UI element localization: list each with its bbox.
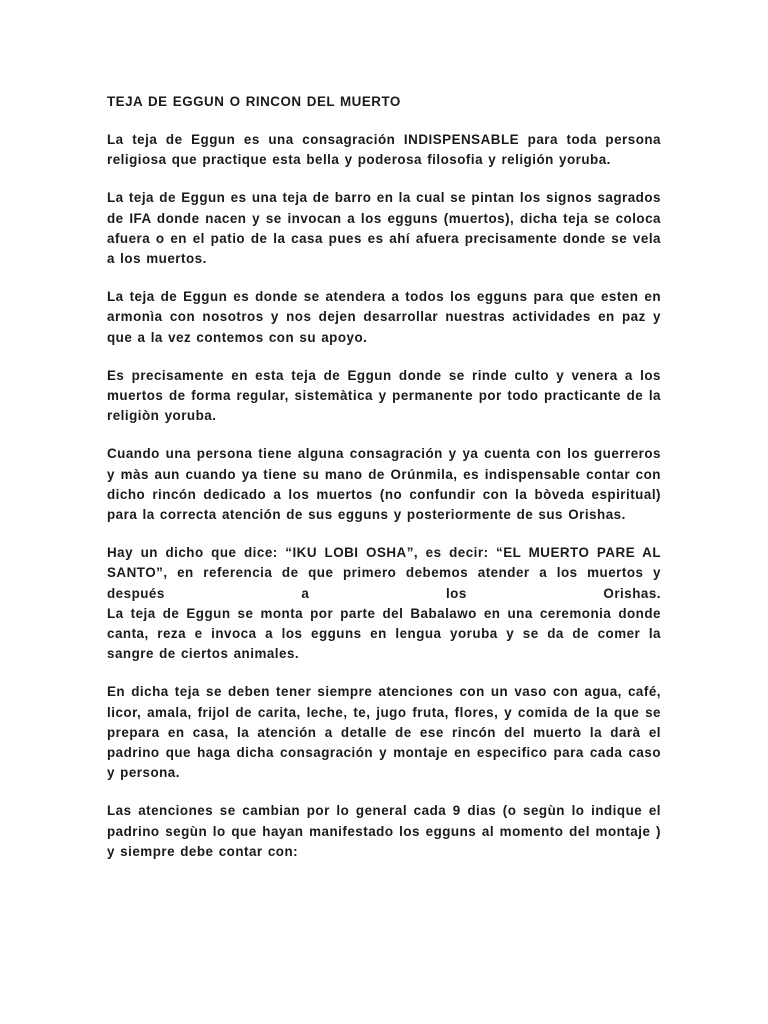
document-title: TEJA DE EGGUN O RINCON DEL MUERTO — [107, 94, 401, 109]
paragraph-5: Cuando una persona tiene alguna consagración y ya cuenta con los guerreros y màs aun cuando ya tiene su mano de Orúnmila, es indispensable contar con dicho rincón dedicado a los muertos (no confundir con la bòveda espiritual) para la correcta atención de sus egguns y posteriormente de sus Orishas. — [107, 446, 661, 523]
paragraph-6 — [107, 543, 661, 664]
paragraph-4: Es precisamente en esta teja de Eggun donde se rinde culto y venera a los muertos de forma regular, sistemàtica y permanente por todo practicante de la religiòn yoruba. — [107, 367, 661, 424]
paragraph-8: Las atenciones se cambian por lo general cada 9 dias (o segùn lo indique el padrino segùn lo que hayan manifestado los egguns al momento del montaje ) y siempre debe contar con: — [107, 803, 661, 859]
paragraph-2: La teja de Eggun es una teja de barro en la cual se pintan los signos sagrados de IFA donde nacen y se invocan a los egguns (muertos), dicha teja se coloca afuera o en el patio de la casa pues es ahí afuera precisamente donde se vela a los muertos. — [107, 190, 661, 267]
paragraph-6-part-b: La teja de Eggun se monta por parte del Babalawo en una ceremonia donde canta, reza e invoca a los egguns en lengua yoruba y se da de comer la sangre de ciertos animales. — [107, 605, 661, 662]
document-body — [107, 92, 661, 880]
paragraph-3: La teja de Eggun es donde se atendera a todos los egguns para que esten en armonìa con nosotros y nos dejen desarrollar nuestras actividades en paz y que a la vez contemos con su apoyo. — [107, 289, 661, 345]
paragraph-7: En dicha teja se deben tener siempre atenciones con un vaso con agua, café, licor, amala, frijol de carita, leche, te, jugo fruta, flores, y comida de la que se prepara en casa, la atención a detalle de ese rincón del muerto la darà el padrino que haga dicha consagración y montaje en especifico para cada caso y persona. — [107, 684, 661, 781]
paragraph-6-part-a: Hay un dicho que dice: “IKU LOBI OSHA”, es decir: “EL MUERTO PARE AL SANTO”, en referencia de que primero debemos atender a los muertos y después a los Orishas. — [107, 545, 661, 601]
paragraph-1: La teja de Eggun es una consagración INDISPENSABLE para toda persona religiosa que practique esta bella y poderosa filosofia y religión yoruba. — [107, 132, 661, 168]
